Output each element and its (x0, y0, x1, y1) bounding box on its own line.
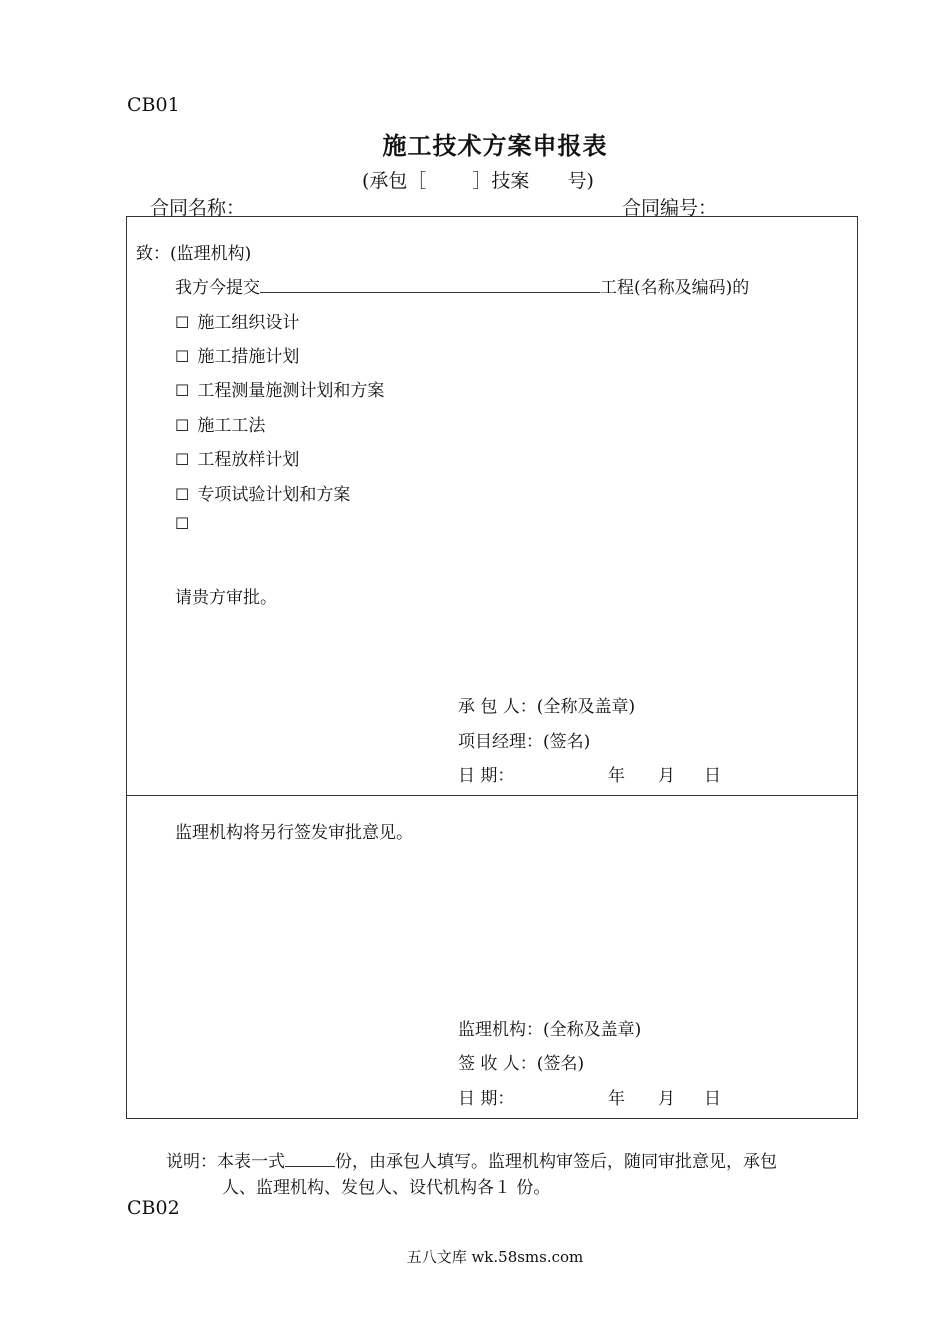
date-month: 月 (658, 766, 675, 786)
submit-line (175, 273, 749, 298)
project-name-blank[interactable] (260, 276, 600, 293)
option-label: 施工措施计划 (197, 347, 300, 367)
option-row[interactable] (175, 342, 299, 367)
subtitle-mid: ］技案 (472, 170, 530, 192)
option-label: 工程测量施测计划和方案 (197, 381, 385, 401)
form-subtitle (362, 166, 594, 193)
option-label: 施工工法 (197, 416, 266, 436)
copies-blank[interactable] (285, 1152, 335, 1167)
manager-signature-label: 项目经理：(签名) (458, 732, 591, 752)
date-day: 日 (704, 766, 721, 786)
date-month: 月 (658, 1089, 675, 1109)
date-label: 日 期： (458, 766, 515, 786)
approval-request: 请贵方审批。 (175, 588, 277, 608)
submission-section (126, 216, 858, 796)
checkbox-icon[interactable]: ☐ (175, 313, 190, 332)
checkbox-icon[interactable]: ☐ (175, 514, 190, 533)
option-label: 施工组织设计 (197, 313, 300, 333)
date-year: 年 (608, 1089, 625, 1109)
form-note (166, 1147, 777, 1172)
subtitle-right: 号) (567, 170, 594, 192)
footer-watermark: 五八文库 wk.58sms.com (406, 1248, 584, 1266)
note-prefix: 说明：本表一式 (166, 1152, 285, 1172)
option-row[interactable] (175, 480, 350, 505)
date-day: 日 (704, 1089, 721, 1109)
date-label: 日 期： (458, 1089, 515, 1109)
contractor-signature-label: 承 包 人：(全称及盖章) (458, 697, 636, 717)
checkbox-icon[interactable]: ☐ (175, 485, 190, 504)
note-suffix: 份，由承包人填写。监理机构审签后，随同审批意见，承包 (335, 1152, 777, 1172)
option-row[interactable] (175, 514, 197, 534)
review-opinion: 监理机构将另行签发审批意见。 (175, 823, 413, 843)
submit-suffix: 工程(名称及编码)的 (600, 278, 750, 298)
option-row[interactable] (175, 376, 384, 401)
receiver-signature-label: 签 收 人：(签名) (458, 1054, 585, 1074)
review-section (126, 795, 858, 1119)
option-label: 工程放样计划 (197, 450, 300, 470)
date-year: 年 (608, 766, 625, 786)
option-row[interactable] (175, 411, 265, 436)
date-line (458, 761, 721, 786)
option-row[interactable] (175, 445, 299, 470)
checkbox-icon[interactable]: ☐ (175, 381, 190, 400)
checkbox-icon[interactable]: ☐ (175, 450, 190, 469)
subtitle-left: (承包［ (362, 170, 427, 192)
date-line (458, 1084, 721, 1109)
option-row[interactable] (175, 308, 299, 333)
form-code-bottom: CB02 (127, 1197, 180, 1219)
agency-signature-label: 监理机构：(全称及盖章) (458, 1020, 642, 1040)
option-label: 专项试验计划和方案 (197, 485, 351, 505)
form-code-top: CB01 (127, 94, 180, 116)
contract-name-label: 合同名称： (150, 197, 246, 219)
checkbox-icon[interactable]: ☐ (175, 347, 190, 366)
checkbox-icon[interactable]: ☐ (175, 416, 190, 435)
form-note-line2: 人、监理机构、发包人、设代机构各１ 份。 (222, 1178, 551, 1198)
page-title: 施工技术方案申报表 (382, 131, 608, 160)
submit-prefix: 我方今提交 (175, 278, 260, 298)
addressee-line: 致：(监理机构) (136, 244, 252, 264)
contract-number-label: 合同编号： (622, 197, 718, 219)
